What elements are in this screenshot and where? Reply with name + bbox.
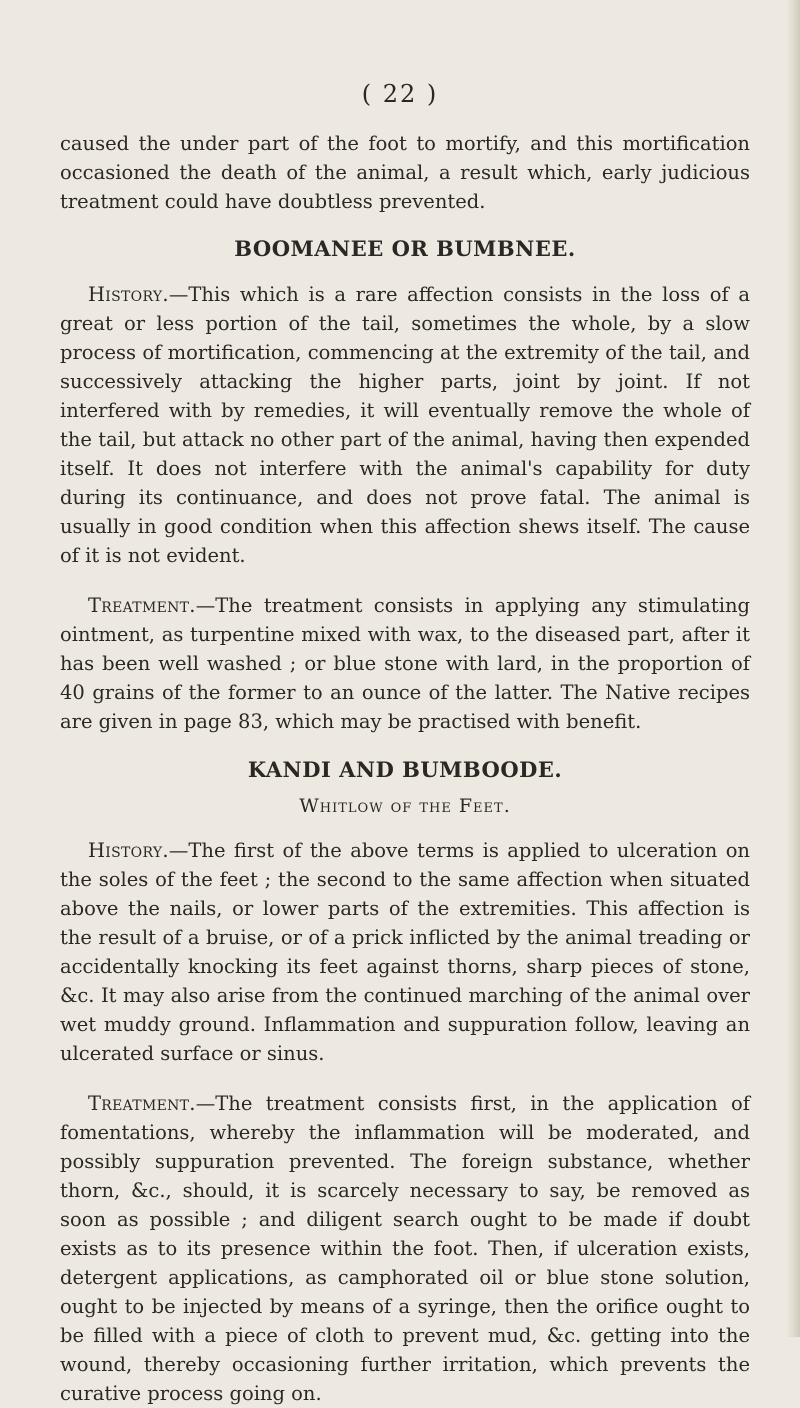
- treatment-label: Treatment.: [88, 1092, 196, 1115]
- treatment-paragraph-kandi: [60, 1089, 750, 1408]
- intro-paragraph: caused the under part of the foot to mortify, and this mortification occasioned the death of the animal, a result which, early judicious treatment could have doubtless prevented.: [60, 132, 750, 213]
- page-edge: [786, 0, 800, 1337]
- treatment-paragraph-boomanee: [60, 591, 750, 736]
- history-label: History.: [88, 839, 169, 862]
- treatment-label: Treatment.: [88, 594, 196, 617]
- page-number: ( 22 ): [361, 80, 439, 108]
- section-heading-boomanee: BOOMANEE OR BUMBNEE.: [234, 236, 576, 261]
- treatment-text: —The treatment consists in applying any stimulating ointment, as turpentine mixed with wax, to the diseased part, after it has been well washed ; or blue stone with lard, in the proportion of 40 grains of the former to an ounce of the latter. The Native recipes are given in page 83, which may be practised with benefit.: [60, 594, 750, 733]
- history-label: History.: [88, 283, 169, 306]
- history-text: —This which is a rare affection consists in the loss of a great or less portion of the tail, sometimes the whole, by a slow process of mortification, commencing at the extremity of the tail, and successively attacking the higher parts, joint by joint. If not interfered with by remedies, it will eventually remove the whole of the tail, but attack no other part of the animal, having then expended itself. It does not interfere with the animal's capability for duty during its continuance, and does not prove fatal. The animal is usually in good condition when this affection shews itself. The cause of it is not evident.: [60, 283, 750, 567]
- page-body: [60, 129, 750, 1408]
- history-text: —The first of the above terms is applied to ulceration on the soles of the feet ; the second to the same affection when situated above the nails, or lower parts of the extremities. This affection is the result of a bruise, or of a prick inflicted by the animal treading or accidentally knocking its feet against thorns, sharp pieces of stone, &c. It may also arise from the continued marching of the animal over wet muddy ground. Inflammation and suppuration follow, leaving an ulcerated surface or sinus.: [60, 839, 750, 1065]
- section-subheading-whitlow: Whitlow of the Feet.: [299, 795, 511, 817]
- history-paragraph-boomanee: [60, 280, 750, 570]
- history-paragraph-kandi: [60, 836, 750, 1068]
- treatment-text: —The treatment consists first, in the application of fomentations, whereby the inflammation will be moderated, and possibly suppuration prevented. The foreign substance, whether thorn, &c., should, it is scarcely necessary to say, be removed as soon as possible ; and diligent search ought to be made if doubt exists as to its presence within the foot. Then, if ulceration exists, detergent applications, as camphorated oil or blue stone solution, ought to be injected by means of a syringe, then the orifice ought to be filled with a piece of cloth to prevent mud, &c. getting into the wound, thereby occasioning further irritation, which prevents the curative process going on.: [60, 1092, 750, 1405]
- section-heading-kandi: KANDI AND BUMBOODE.: [247, 757, 563, 782]
